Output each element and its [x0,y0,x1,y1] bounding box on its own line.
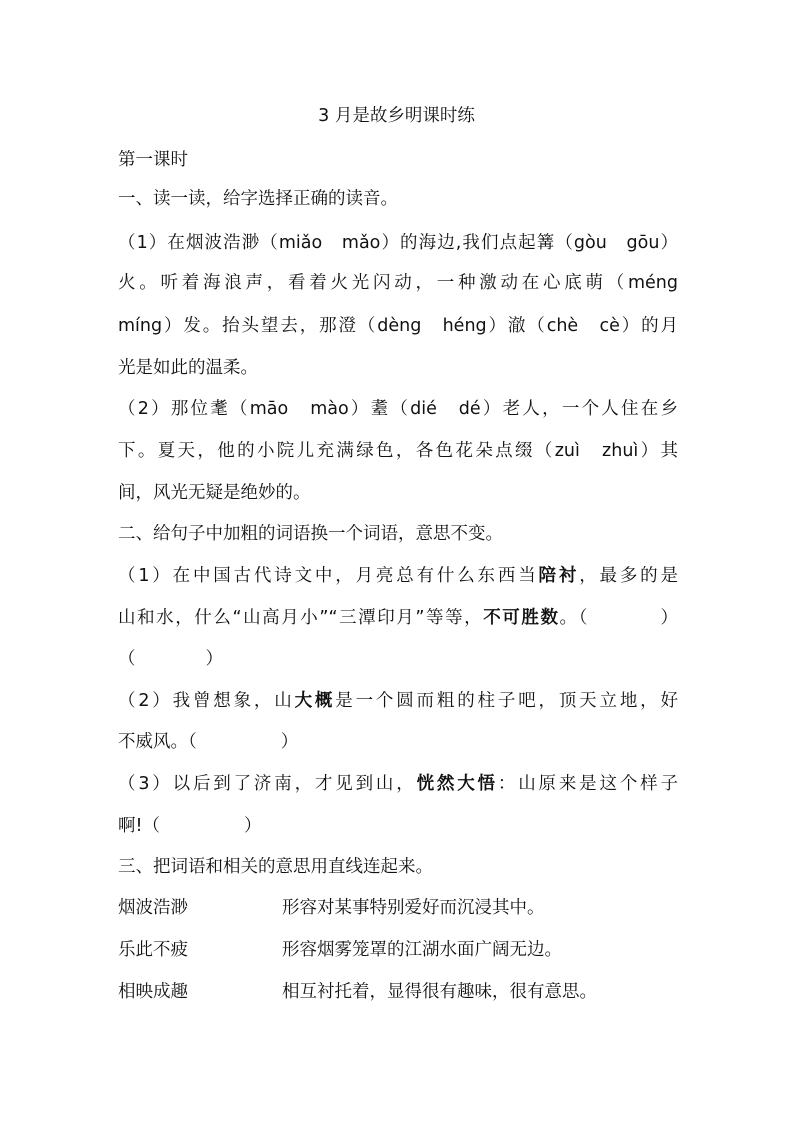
section2-q3-text-b: ：山原来是这个样子 [497,774,678,794]
lesson-label: 第一课时 [118,150,188,170]
section1-q1-line3: míng）发。抬头望去，那澄（dèng héng）澈（chè cè）的月 [118,316,678,336]
section2-q2-text-b: 是一个圆而粗的柱子吧，顶天立地，好 [335,691,678,711]
bold-word-dagai: 大概 [294,691,336,711]
section1-q2-line2: 下。夏天，他的小院儿充满绿色，各色花朵点缀（zuì zhuì）其 [118,441,678,461]
section1-q1-line4: 光是如此的温柔。 [118,358,258,378]
section1-q1-line2: 火。听着海浪声，看着火光闪动，一种激动在心底萌（méng [118,273,678,293]
section2-q2-line1 [118,689,678,713]
section2-q1-text-c: 山和水，什么“山高月小”“三潭印月”等等， [118,608,484,628]
answer-blank-close: ） [280,732,299,752]
section2-q2-text-c: 不威风。（ [118,732,197,752]
match-word-1[interactable]: 烟波浩渺 [118,898,188,918]
page-title: 3 月是故乡明课时练 [318,106,475,126]
section2-q1-line2 [118,606,678,630]
section2-q1-text-b: ，最多的是 [579,566,678,586]
match-meaning-2[interactable]: 形容烟雾笼罩的江湖水面广阔无边。 [282,940,562,960]
section2-q1-line1 [118,564,678,588]
bold-word-bukeshengshu: 不可胜数 [483,608,560,628]
section2-q2-text-a: （2）我曾想象，山 [118,691,295,711]
match-meaning-3[interactable]: 相互衬托着，显得很有趣味，很有意思。 [282,982,597,1002]
match-word-2[interactable]: 乐此不疲 [118,940,188,960]
section3-heading: 三、把词语和相关的意思用直线连起来。 [118,857,433,877]
section2-q3-text-c: 啊!（ [118,816,161,836]
answer-blank-close: ） [205,649,223,669]
section2-q3-line2 [118,814,678,838]
section2-q1-line3 [118,647,678,671]
section1-q2-line1: （2）那位耄（māo mào）耋（dié dé）老人，一个人住在乡 [118,399,678,419]
match-meaning-1[interactable]: 形容对某事特别爱好而沉浸其中。 [282,898,545,918]
section2-q3-line1 [118,772,678,796]
answer-blank-close: ） [658,608,679,628]
answer-blank-open: 。（ [559,608,589,628]
answer-blank-open: （ [118,649,136,669]
section1-q1-line1: （1）在烟波浩渺（miǎo mǎo）的海边,我们点起篝（gòu gōu） [118,233,678,253]
match-word-3[interactable]: 相映成趣 [118,982,188,1002]
section1-heading: 一、读一读，给字选择正确的读音。 [118,189,398,209]
answer-blank-close: ） [244,816,262,836]
section2-heading: 二、给句子中加粗的词语换一个词语，意思不变。 [118,524,503,544]
bold-word-peichen: 陪衬 [538,566,580,586]
section2-q1-text-a: （1）在中国古代诗文中，月亮总有什么东西当 [118,566,539,586]
section2-q2-line2 [118,730,678,754]
section2-q3-text-a: （3）以后到了济南，才见到山， [118,774,417,794]
bold-word-huangrandawu: 恍然大悟 [416,774,498,794]
section1-q2-line3: 间，风光无疑是绝妙的。 [118,483,311,503]
